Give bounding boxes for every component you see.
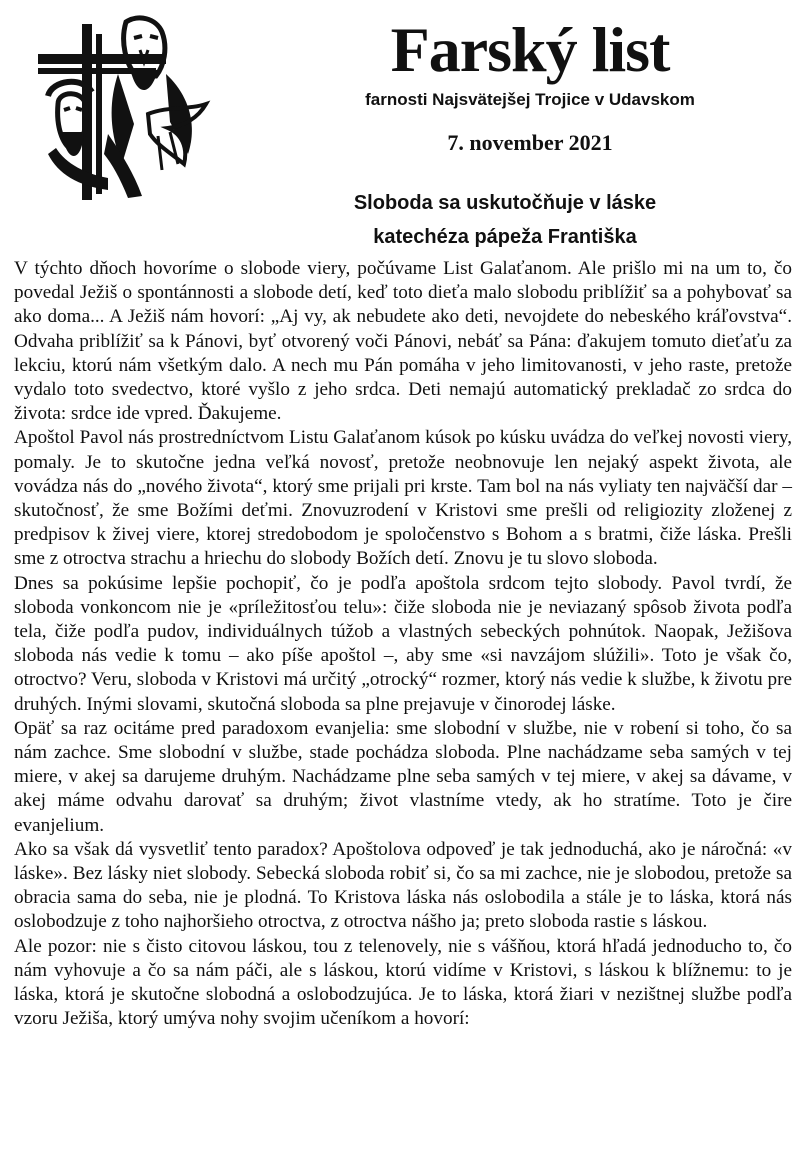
paragraph: Dnes sa pokúsime lepšie pochopiť, čo je podľa apoštola srdcom tejto slobody. Pavol tvrdí, že sloboda vonkoncom nie je «príležitosťou telu»: čiže sloboda nie je neviazaný spôsob života podľa tela, čiže podľa pudov, individuálnych túžob a vlastných sebeckých pohnútok. Naopak, Ježišova sloboda nás vedie k tomu – ako píše apoštol –, aby sme «si navzájom slúžili». Toto je však čo, otroctvo? Veru, sloboda v Kristovi má určitý „otrocký“ rozmer, ktorý nás vedie k službe, k životu pre druhých. Inými slovami, skutočná sloboda sa plne prejavuje v činorodej láske. xyxy=(14,572,792,715)
paragraph: V týchto dňoch hovoríme o slobode viery, počúvame List Galaťanom. Ale prišlo mi na um to, čo povedal Ježiš o spontánnosti a slobode detí, keď toto dieťa malo slobodu priblížiť sa a pohybovať sa ako doma... A Ježiš nám hovorí: „Aj vy, ak nebudete ako deti, nevojdete do nebeského kráľovstva“. Odvaha priblížiť sa k Pánovi, byť otvorený voči Pánovi, nebáť sa Pána: ďakujem tomuto dieťaťu za lekciu, ktorú nám všetkým dalo. A nech mu Pán pomáha v jeho limitovanosti, v jeho raste, pretože vydalo toto svedectvo, ktoré vyšlo z jeho srdca. Deti nemajú automatický prekladač zo srdca do života: srdce ide vpred. Ďakujeme. xyxy=(14,258,792,425)
issue-date: 7. november 2021 xyxy=(447,130,613,155)
paragraph: Opäť sa raz ocitáme pred paradoxom evanjelia: sme slobodní v službe, nie v robení si toho, čo sa nám zachce. Sme slobodní v službe, stade pochádza sloboda. Plne nachádzame seba samých v tej miere, v akej sa darujeme druhým. Nachádzame plne seba samých v tej miere, v akej sa dávame, v akej máme odvahu darovať sa druhým; život vlastníme vtedy, ak ho stratíme. Toto je čire evanjelium. xyxy=(14,717,792,836)
masthead-subtitle: farnosti Najsvätejšej Trojice v Udavskom xyxy=(365,90,695,109)
masthead-title: Farský list xyxy=(390,14,670,85)
article-subtitle: katechéza pápeža Františka xyxy=(373,226,637,248)
paragraph: Ale pozor: nie s čisto citovou láskou, tou z telenovely, nie s vášňou, ktorá hľadá jednoducho to, čo nám vyhovuje a čo sa nám páči, ale s láskou, ktorú vidíme v Kristovi, s láskou k blížnemu: to je láska, ktorá je skutočne slobodná a oslobodzujúca. Je to láska, ktorá žiari v nezištnej službe podľa vzoru Ježiša, ktorý umýva nohy svojim učeníkom a hovorí: xyxy=(14,935,792,1030)
trinity-logo xyxy=(38,14,218,200)
paragraph: Ako sa však dá vysvetliť tento paradox? Apoštolova odpoveď je tak jednoduchá, ako je náročná: «v láske». Bez lásky niet slobody. Sebecká sloboda robiť si, čo sa mi zachce, nie je slobodou, pretože sa obracia sama do seba, nie je plodná. To Kristova láska nás oslobodila a stále je to láska, ktorá nás oslobodzuje z toho najhoršieho otroctva, z otroctva nášho ja; preto sloboda rastie s láskou. xyxy=(14,838,792,933)
article-title: Sloboda sa uskutočňuje v láske xyxy=(353,192,657,214)
paragraph: Apoštol Pavol nás prostredníctvom Listu Galaťanom kúsok po kúsku uvádza do veľkej novosti viery, pomaly. Je to skutočne jedna veľká novosť, pretože neobnovuje len nejaký aspekt života, ale vovádza nás do „nového života“, ktorý sme prijali pri krste. Tam bol na nás vyliaty ten najväčší dar – skutočnosť, že sme Božími deťmi. Znovuzrodení v Kristovi sme prešli od religiozity zloženej z predpisov k živej viere, ktorej stredobodom je spoločenstvo s Bohom a s bratmi, čiže láska. Prešli sme z otroctva strachu a hriechu do slobody Božích detí. Znovu je tu slovo sloboda. xyxy=(14,427,792,570)
article-heading xyxy=(220,186,790,254)
article-body xyxy=(14,257,792,1032)
